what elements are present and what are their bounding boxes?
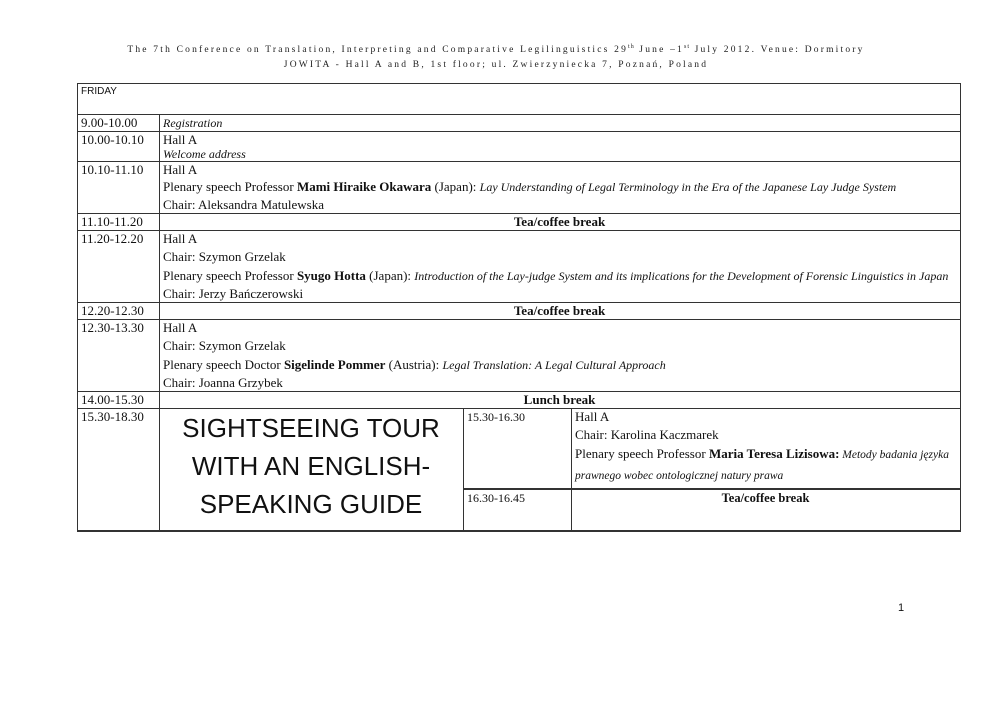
plenary-speech: Plenary speech Professor Syugo Hotta (Japan): Introduction of the Lay-judge System and its implications for the Development of Forensic Linguistics in Japan (163, 268, 949, 283)
sightseeing-tour: SIGHTSEEING TOUR WITH AN ENGLISH-SPEAKING GUIDE (160, 409, 464, 532)
sub-time-cell: 15.30-16.30 (464, 409, 572, 490)
time-cell: 15.30-18.30 (78, 409, 160, 532)
page-number: 1 (898, 602, 905, 614)
header-line-1: The 7th Conference on Translation, Interpreting and Comparative Legilinguistics 29th June –1st July 2012. Venue: Dormitory (127, 44, 865, 56)
chair-label: Chair: Aleksandra Matulewska (163, 197, 325, 212)
time-cell: 12.30-13.30 (78, 320, 160, 392)
chair-label: Chair: Szymon Grzelak (163, 249, 286, 264)
speaker-name: Mami Hiraike Okawara (296, 179, 432, 194)
session-text: Welcome address (163, 147, 246, 161)
table-row (78, 162, 961, 214)
talk-title: Metody badania języka prawnego wobec ontologicznej natury prawa (575, 449, 949, 482)
time-cell: 9.00-10.00 (78, 115, 160, 132)
table-row (78, 392, 961, 409)
table-row (78, 231, 961, 303)
session-cell (160, 320, 961, 392)
hall-label: Hall A (163, 162, 198, 177)
chair-label: Chair: Jerzy Bańczerowski (163, 286, 304, 301)
speaker-name: Syugo Hotta (296, 268, 366, 283)
day-row (78, 84, 961, 115)
table-row (78, 409, 961, 490)
table-row (78, 115, 961, 132)
hall-label: Hall A (163, 132, 198, 147)
sub-session-cell (572, 409, 961, 490)
plenary-speech: Plenary speech Professor Mami Hiraike Okawara (Japan): Lay Understanding of Legal Terminology in the Era of the Japanese Lay Judge System (163, 179, 897, 194)
time-cell: 10.00-10.10 (78, 132, 160, 162)
page-header (60, 40, 932, 73)
sub-time-cell: 16.30-16.45 (464, 489, 572, 531)
talk-title: Introduction of the Lay-judge System and its implications for the Development of Forensic Linguistics in Japan (414, 269, 949, 283)
time-cell: 12.20-12.30 (78, 303, 160, 320)
time-cell: 11.10-11.20 (78, 214, 160, 231)
chair-label: Chair: Joanna Grzybek (163, 375, 283, 390)
break-cell: Tea/coffee break (160, 214, 961, 231)
break-cell: Tea/coffee break (160, 303, 961, 320)
session-text: Registration (163, 116, 223, 130)
table-row (78, 320, 961, 392)
chair-label: Chair: Szymon Grzelak (163, 338, 286, 353)
plenary-speech: Plenary speech Professor Maria Teresa Lizisowa: Metody badania języka prawnego wobec ontologicznej natury prawa (575, 446, 949, 482)
plenary-speech: Plenary speech Doctor Sigelinde Pommer (Austria): Legal Translation: A Legal Cultural Approach (163, 357, 666, 372)
talk-title: Lay Understanding of Legal Terminology in the Era of the Japanese Lay Judge System (479, 180, 897, 194)
session-cell (160, 162, 961, 214)
chair-label: Chair: Karolina Kaczmarek (575, 427, 719, 442)
day-label: FRIDAY (78, 84, 961, 115)
hall-label: Hall A (163, 320, 198, 335)
break-cell: Lunch break (160, 392, 961, 409)
break-cell: Tea/coffee break (572, 489, 961, 531)
time-cell: 10.10-11.10 (78, 162, 160, 214)
time-cell: 14.00-15.30 (78, 392, 160, 409)
session-cell (160, 231, 961, 303)
session-cell (160, 115, 961, 132)
hall-label: Hall A (575, 409, 610, 424)
table-row (78, 214, 961, 231)
header-line-2: JOWITA - Hall A and B, 1st floor; ul. Zwierzyniecka 7, Poznań, Poland (283, 60, 709, 71)
table-row (78, 132, 961, 162)
schedule-table (77, 83, 961, 532)
hall-label: Hall A (163, 231, 198, 246)
speaker-name: Maria Teresa Lizisowa: (708, 446, 840, 461)
session-cell (160, 132, 961, 162)
table-row (78, 303, 961, 320)
time-cell: 11.20-12.20 (78, 231, 160, 303)
talk-title: Legal Translation: A Legal Cultural Approach (442, 358, 666, 372)
speaker-name: Sigelinde Pommer (283, 357, 386, 372)
